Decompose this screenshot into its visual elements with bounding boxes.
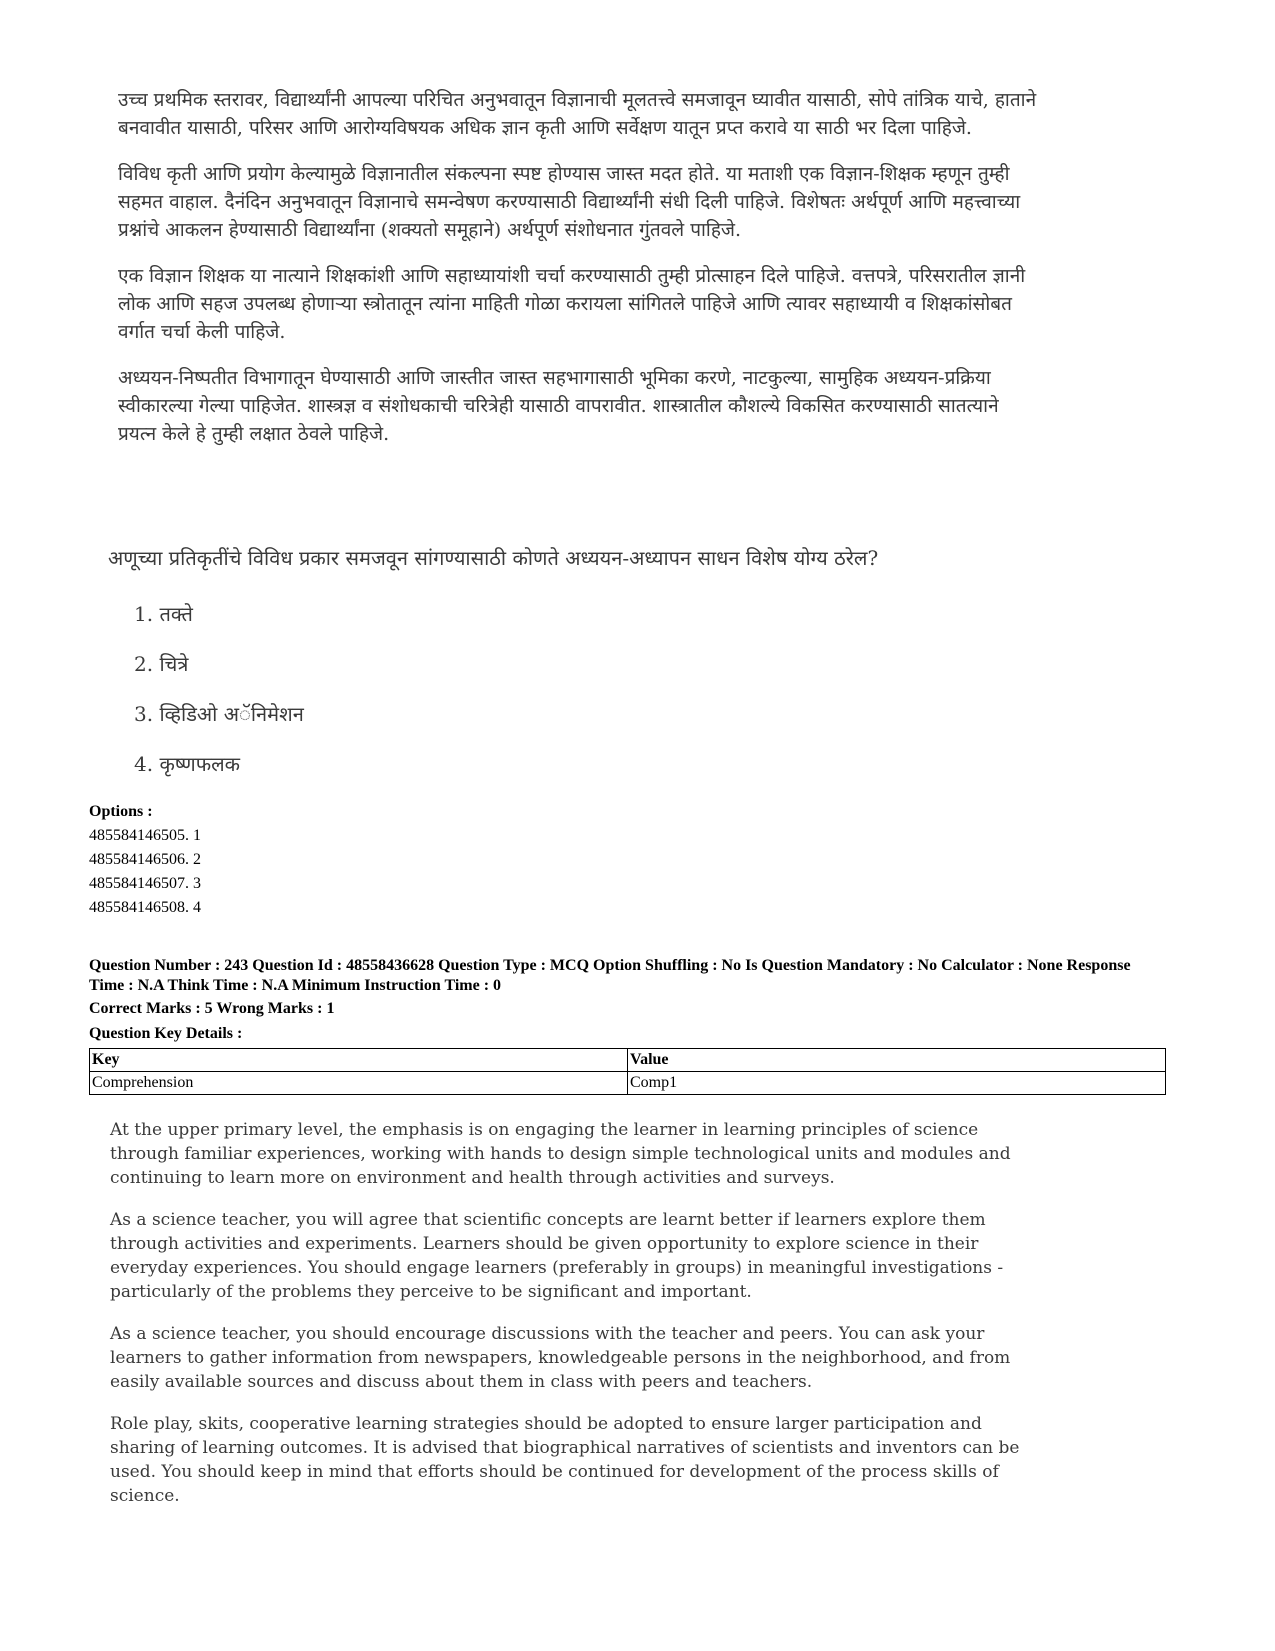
- english-paragraph: At the upper primary level, the emphasis is on engaging the learner in learning principles of science through familiar experiences, working with hands to design simple technological units and modules and continuing to learn more on environment and health through activities and surveys.: [110, 1120, 1011, 1188]
- marathi-option: 1. तक्ते: [134, 602, 193, 626]
- question-meta: Question Number : 243 Question Id : 48558436628 Question Type : MCQ Option Shuffling : No Is Question Mandatory : No Calculator : None Response Time : N.A Think Time : N.A Minimum Instruction Time : 0: [89, 957, 1131, 994]
- english-passage: [110, 1118, 1030, 1526]
- options-title: Options :: [89, 803, 153, 820]
- marathi-passage: [118, 86, 1038, 466]
- table-cell-key: Comprehension: [90, 1072, 628, 1095]
- table-row: [90, 1072, 1166, 1095]
- table-header-key: Key: [90, 1049, 628, 1072]
- option-id-line: 485584146505. 1: [89, 827, 201, 844]
- marathi-question: अणूच्या प्रतिकृतींचे विविध प्रकार समजवून सांगण्यासाठी कोणते अध्ययन-अध्यापन साधन विशेष योग्य ठरेल?: [108, 546, 879, 570]
- marathi-paragraph: विविध कृती आणि प्रयोग केल्यामुळे विज्ञानातील संकल्पना स्पष्ट होण्यास जास्त मदत होते. या मताशी एक विज्ञान-शिक्षक म्हणून तुम्ही सहमत वाहाल. दैनंदिन अनुभवातून विज्ञानाचे समन्वेषण करण्यासाठी विद्यार्थ्यांनी संधी दिली पाहिजे. विशेषतः अर्थपूर्ण आणि महत्त्वाच्या प्रश्नांचे आकलन हेण्यासाठी विद्यार्थ्यांना (शक्यतो समूहाने) अर्थपूर्ण संशोधनात गुंतवले पाहिजे.: [118, 163, 1021, 241]
- table-header-row: [90, 1049, 1166, 1072]
- marathi-option: 3. व्हिडिओ अॅनिमेशन: [134, 702, 304, 726]
- table-cell-value: Comp1: [628, 1072, 1166, 1095]
- marathi-option-list: [134, 600, 734, 800]
- english-paragraph: As a science teacher, you will agree that scientific concepts are learnt better if learners explore them through activities and experiments. Learners should be given opportunity to explore science in their everyday experiences. You should engage learners (preferably in groups) in meaningful investigations - particularly of the problems they perceive to be significant and important.: [110, 1210, 1004, 1302]
- options-block: [89, 800, 201, 920]
- option-id-line: 485584146506. 2: [89, 851, 201, 868]
- option-id-line: 485584146507. 3: [89, 875, 201, 892]
- marathi-paragraph: एक विज्ञान शिक्षक या नात्याने शिक्षकांशी आणि सहाध्यायांशी चर्चा करण्यासाठी तुम्ही प्रोत्साहन दिले पाहिजे. वत्तपत्रे, परिसरातील ज्ञानी लोक आणि सहज उपलब्ध होणाऱ्या स्त्रोतातून त्यांना माहिती गोळा करायला सांगितले पाहिजे आणि त्यावर सहाध्यायी व शिक्षकांसोबत वर्गात चर्चा केली पाहिजे.: [118, 265, 1026, 343]
- table-header-value: Value: [628, 1049, 1166, 1072]
- marathi-option: 2. चित्रे: [134, 652, 189, 676]
- marks-line: Correct Marks : 5 Wrong Marks : 1: [89, 1000, 335, 1017]
- option-id-line: 485584146508. 4: [89, 899, 201, 916]
- marathi-paragraph: उच्च प्रथमिक स्तरावर, विद्यार्थ्यांनी आपल्या परिचित अनुभवातून विज्ञानाची मूलतत्त्वे समजावून घ्यावीत यासाठी, सोपे तांत्रिक याचे, हाताने बनवावीत यासाठी, परिसर आणि आरोग्यविषयक अधिक ज्ञान कृती आणि सर्वेक्षण यातून प्रप्त करावे या साठी भर दिला पाहिजे.: [118, 89, 1037, 139]
- key-details-label: Question Key Details :: [89, 1025, 243, 1042]
- marathi-option: 4. कृष्णफलक: [134, 752, 241, 776]
- marathi-paragraph: अध्ययन-निष्पतीत विभागातून घेण्यासाठी आणि जास्तीत जास्त सहभागासाठी भूमिका करणे, नाटकुल्या, सामुहिक अध्ययन-प्रक्रिया स्वीकारल्या गेल्या पाहिजेत. शास्त्रज्ञ व संशोधकाची चरित्रेही यासाठी वापरावीत. शास्त्रातील कौशल्ये विकसित करण्यासाठी सातत्याने प्रयत्न केले हे तुम्ही लक्षात ठेवले पाहिजे.: [118, 367, 999, 445]
- key-details-table: [89, 1048, 1166, 1095]
- english-paragraph: Role play, skits, cooperative learning strategies should be adopted to ensure larger participation and sharing of learning outcomes. It is advised that biographical narratives of scientists and inventors can be used. You should keep in mind that efforts should be continued for development of the process skills of science.: [110, 1414, 1020, 1506]
- english-paragraph: As a science teacher, you should encourage discussions with the teacher and peers. You can ask your learners to gather information from newspapers, knowledgeable persons in the neighborhood, and from easily available sources and discuss about them in class with peers and teachers.: [110, 1324, 1011, 1392]
